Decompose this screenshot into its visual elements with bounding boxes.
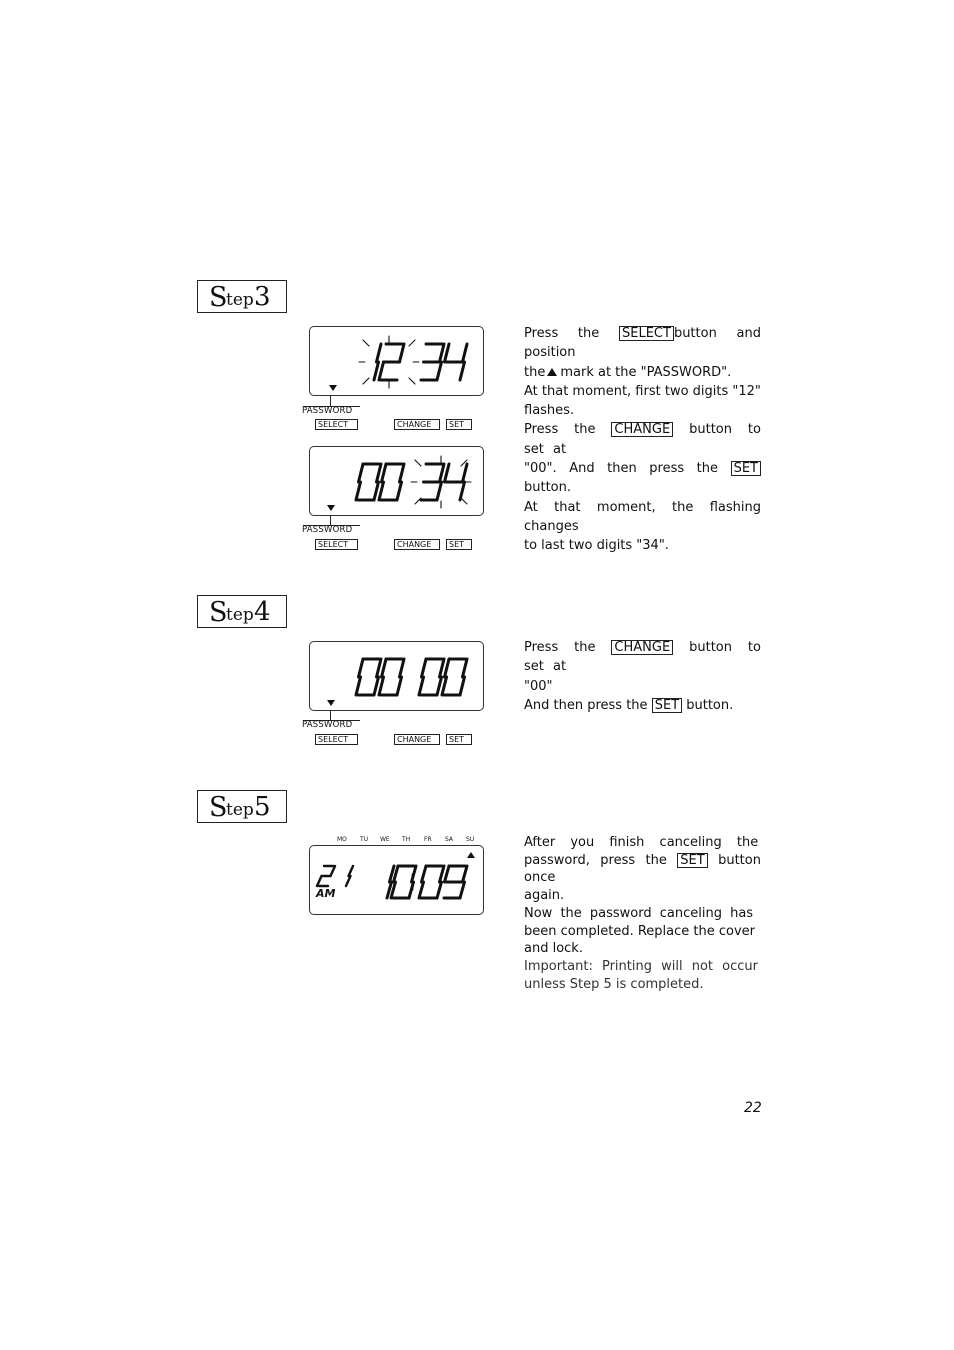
weekday-mo: MO	[337, 836, 347, 843]
indicator-line	[330, 396, 331, 406]
select-button[interactable]: SELECT	[315, 539, 358, 550]
lcd-digits-3	[310, 642, 485, 712]
text: button to set at	[524, 422, 761, 457]
text: Press the	[524, 326, 600, 341]
step-label-rest: tep	[226, 800, 254, 820]
weekday-we: WE	[380, 836, 390, 843]
password-label: PASSWORD	[302, 720, 353, 730]
lcd-segment	[442, 677, 447, 695]
text: button.	[524, 480, 572, 496]
lcd-segment	[400, 464, 405, 482]
change-button[interactable]: CHANGE	[394, 419, 440, 430]
set-key-box: SET	[652, 698, 682, 713]
lcd-segment	[440, 866, 445, 882]
indicator-line	[330, 515, 331, 525]
text: At that moment, the flashing changes	[524, 499, 761, 534]
step-label-rest: tep	[226, 605, 254, 625]
step-number: 4	[254, 597, 271, 627]
ampm-indicator: AM	[316, 887, 336, 900]
lcd-segment	[377, 344, 382, 362]
weekday-th: TH	[402, 836, 411, 843]
lcd-segment	[397, 677, 402, 695]
lcd-segment	[445, 344, 450, 362]
select-key-box: SELECT	[619, 326, 674, 341]
weekday-fr: FR	[424, 836, 432, 843]
lcd-segment	[374, 677, 379, 695]
lcd-segment	[356, 677, 361, 695]
lcd-segment	[463, 659, 468, 677]
lcd-segment	[377, 464, 382, 482]
text: "00"	[524, 678, 553, 694]
text: At that moment, first two digits "12"	[524, 383, 761, 399]
lcd-segment	[463, 866, 468, 882]
text: button to set at	[524, 640, 761, 675]
text: to last two digits "34".	[524, 538, 669, 554]
text: been completed. Replace the cover	[524, 923, 756, 939]
lcd-display-2	[309, 446, 484, 516]
text: the	[524, 364, 546, 380]
lcd-segment	[419, 882, 424, 898]
lcd-segment	[397, 482, 402, 500]
lcd-segment	[422, 866, 427, 882]
flash-ray	[409, 378, 415, 384]
lcd-segment	[460, 482, 465, 500]
lcd-segment	[437, 482, 442, 500]
lcd-segment	[440, 344, 445, 362]
lcd-segment	[445, 464, 450, 482]
lcd-display-3	[309, 641, 484, 711]
weekday-su: SU	[466, 836, 475, 843]
text: After you finish canceling the	[524, 835, 759, 850]
flash-ray	[409, 340, 415, 346]
set-key-box: SET	[677, 853, 707, 868]
lcd-display-clock	[309, 845, 484, 915]
step-number: 3	[254, 282, 271, 312]
indicator-down-icon	[327, 700, 335, 706]
lcd-segment	[359, 464, 364, 482]
change-key-box: CHANGE	[611, 640, 673, 655]
lcd-segment	[460, 882, 465, 898]
lcd-segment	[419, 677, 424, 695]
flash-ray	[363, 340, 369, 346]
text: "00". And then press the	[524, 461, 719, 477]
lcd-segment	[374, 482, 379, 500]
lcd-segment	[346, 876, 351, 886]
indicator-up-icon	[467, 852, 475, 858]
text: Now the password canceling has	[524, 905, 754, 921]
text: again.	[524, 888, 565, 904]
step-label-initial: S	[209, 792, 228, 823]
lcd-segment	[379, 482, 384, 500]
text: mark at the "PASSWORD".	[560, 364, 732, 380]
lcd-segment	[349, 866, 354, 876]
step-3-instructions	[524, 324, 761, 556]
step-4-heading	[197, 595, 287, 628]
colon-dot	[411, 888, 414, 891]
indicator-line	[330, 710, 331, 720]
lcd-segment	[379, 362, 384, 380]
text: button and position	[524, 326, 761, 361]
lcd-segment	[445, 659, 450, 677]
lcd-segment	[359, 659, 364, 677]
lcd-segment	[440, 464, 445, 482]
flash-ray	[415, 460, 421, 466]
step-3-heading	[197, 280, 287, 313]
step-number: 5	[254, 792, 271, 822]
lcd-segment	[437, 882, 442, 898]
lcd-segment	[356, 482, 361, 500]
text: flashes.	[524, 403, 575, 419]
lcd-segment	[382, 659, 387, 677]
set-button[interactable]: SET	[446, 539, 472, 550]
change-button[interactable]: CHANGE	[394, 734, 440, 745]
important-note	[524, 958, 761, 993]
text: And then press the	[524, 697, 648, 713]
text: button.	[686, 697, 734, 713]
lcd-segment	[331, 866, 336, 876]
step-label-rest: tep	[226, 290, 254, 310]
up-triangle-icon	[547, 368, 557, 376]
lcd-segment	[463, 464, 468, 482]
text: Press the	[524, 422, 596, 438]
lcd-segment	[445, 866, 450, 882]
set-button[interactable]: SET	[446, 734, 472, 745]
text: password, press the	[524, 852, 667, 868]
weekday-tu: TU	[360, 836, 369, 843]
text: button once	[524, 852, 761, 886]
set-button[interactable]: SET	[446, 419, 472, 430]
flash-ray	[461, 498, 467, 504]
text: and lock.	[524, 941, 583, 957]
lcd-segment	[460, 677, 465, 695]
lcd-segment	[377, 659, 382, 677]
password-label: PASSWORD	[302, 525, 353, 535]
set-key-box: SET	[731, 461, 761, 476]
lcd-digits-2	[310, 447, 485, 517]
clock-digits	[310, 846, 485, 916]
indicator-down-icon	[329, 385, 337, 391]
indicator-down-icon	[327, 505, 335, 511]
lcd-segment	[400, 659, 405, 677]
weekday-sa: SA	[445, 836, 454, 843]
lcd-segment	[440, 659, 445, 677]
select-button[interactable]: SELECT	[315, 734, 358, 745]
lcd-segment	[382, 464, 387, 482]
lcd-segment	[400, 344, 405, 362]
lcd-segment	[374, 362, 379, 380]
lcd-segment	[437, 362, 442, 380]
flash-ray	[363, 378, 369, 384]
password-label: PASSWORD	[302, 406, 353, 416]
lcd-segment	[460, 362, 465, 380]
step-4-instructions	[524, 638, 761, 715]
step-label-initial: S	[209, 282, 228, 313]
step-label-initial: S	[209, 597, 228, 628]
lcd-segment	[317, 876, 322, 886]
change-button[interactable]: CHANGE	[394, 539, 440, 550]
lcd-segment	[437, 677, 442, 695]
change-key-box: CHANGE	[611, 422, 673, 437]
text: Important: Printing will not occur	[524, 959, 758, 974]
lcd-segment	[379, 677, 384, 695]
text: unless Step 5 is completed.	[524, 976, 704, 992]
lcd-segment	[463, 344, 468, 362]
step-5-instructions	[524, 834, 761, 958]
page-number: 22	[744, 1100, 762, 1116]
select-button[interactable]: SELECT	[315, 419, 358, 430]
colon-dot	[412, 874, 415, 877]
step-5-heading	[197, 790, 287, 823]
text: Press the	[524, 640, 596, 655]
lcd-segment	[422, 659, 427, 677]
